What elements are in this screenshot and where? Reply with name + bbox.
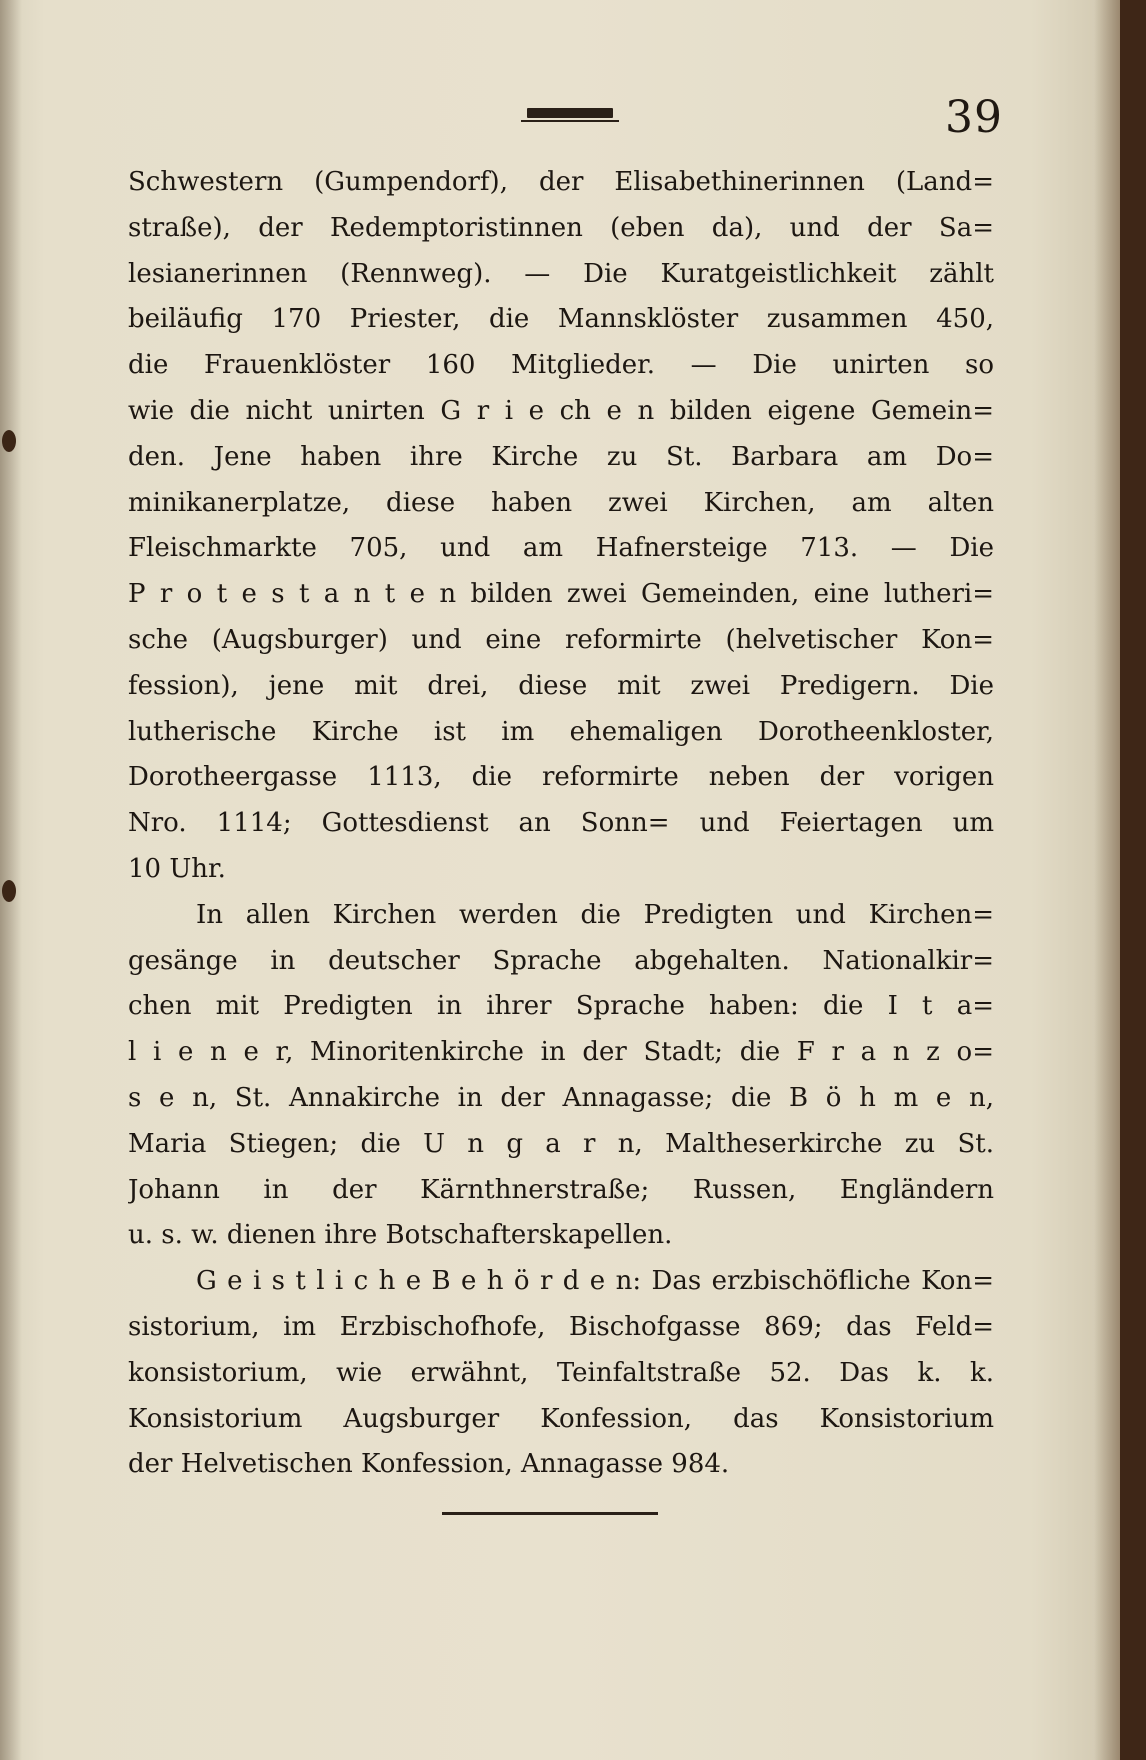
text-line: l i e n e r, Minoritenkirche in der Stadt; die F r a n z o= xyxy=(128,1037,994,1068)
text-line: chen mit Predigten in ihrer Sprache haben: die I t a= xyxy=(128,991,994,1022)
text-line: konsistorium, wie erwähnt, Teinfaltstraße 52. Das k. k. xyxy=(128,1357,994,1388)
text-line: fession), jene mit drei, diese mit zwei Predigern. Die xyxy=(128,670,994,701)
text-line: gesänge in deutscher Sprache abgehalten. Nationalkir= xyxy=(128,945,994,976)
binding-hole xyxy=(2,880,16,902)
text-line: s e n, St. Annakirche in der Annagasse; die B ö h m e n, xyxy=(128,1082,994,1113)
text-line: In allen Kirchen werden die Predigten und Kirchen= xyxy=(196,899,994,930)
text-line: den. Jene haben ihre Kirche zu St. Barbara am Do= xyxy=(128,441,994,472)
text-line: u. s. w. dienen ihre Botschafterskapellen. xyxy=(128,1220,673,1251)
text-line: lesianerinnen (Rennweg). — Die Kuratgeistlichkeit zählt xyxy=(128,258,994,289)
text-line: der Helvetischen Konfession, Annagasse 984. xyxy=(128,1449,730,1480)
text-line: Johann in der Kärnthnerstraße; Russen, Engländern xyxy=(128,1174,994,1205)
text-line: Konsistorium Augsburger Konfession, das Konsistorium xyxy=(128,1403,994,1434)
text-line: Maria Stiegen; die U n g a r n, Maltheserkirche zu St. xyxy=(128,1128,994,1159)
text-line: sche (Augsburger) und eine reformirte (helvetischer Kon= xyxy=(128,624,994,655)
text-line: Nro. 1114; Gottesdienst an Sonn= und Feiertagen um xyxy=(128,808,994,839)
text-line: Dorotheergasse 1113, die reformirte neben der vorigen xyxy=(128,762,994,793)
text-line: wie die nicht unirten G r i e ch e n bilden eigene Gemein= xyxy=(128,395,994,426)
text-line: G e i s t l i c h e B e h ö r d e n: Das erzbischöfliche Kon= xyxy=(196,1266,994,1297)
body-text xyxy=(128,160,994,1488)
binding-hole xyxy=(2,430,16,452)
book-cover-edge xyxy=(1120,0,1146,1760)
text-line: sistorium, im Erzbischofhofe, Bischofgasse 869; das Feld= xyxy=(128,1311,994,1342)
text-line: Schwestern (Gumpendorf), der Elisabethinerinnen (Land= xyxy=(128,167,994,197)
text-line: 10 Uhr. xyxy=(128,853,226,884)
text-line: Fleischmarkte 705, und am Hafnersteige 713. — Die xyxy=(128,533,994,564)
text-line: minikanerplatze, diese haben zwei Kirchen, am alten xyxy=(128,487,994,518)
text-line: straße), der Redemptoristinnen (eben da), und der Sa= xyxy=(128,212,994,243)
footnote-separator xyxy=(442,1512,658,1515)
header-rule xyxy=(527,108,613,118)
page-edge-shadow xyxy=(1094,0,1120,1760)
text-line: P r o t e s t a n t e n bilden zwei Gemeinden, eine lutheri= xyxy=(128,579,994,610)
page-number: 39 xyxy=(945,92,1003,143)
text-line: beiläufig 170 Priester, die Mannsklöster zusammen 450, xyxy=(128,304,994,335)
text-line: die Frauenklöster 160 Mitglieder. — Die unirten so xyxy=(128,350,994,381)
text-line: lutherische Kirche ist im ehemaligen Dorotheenkloster, xyxy=(128,716,994,747)
